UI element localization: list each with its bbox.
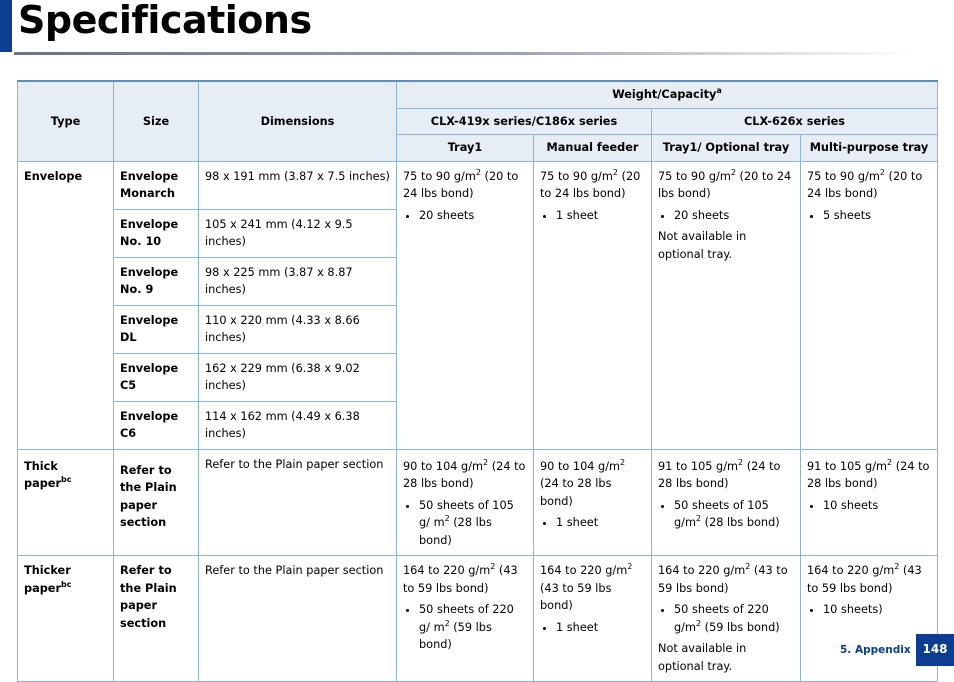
weight-bond: (20 to 24 lbs bond) xyxy=(658,169,792,200)
superscript: 2 xyxy=(483,457,489,467)
bullet-text: (28 lbs bond) xyxy=(419,516,492,547)
size-name: Envelope No. 10 xyxy=(114,209,199,257)
superscript: 2 xyxy=(444,618,450,628)
thick-mp-capacity xyxy=(801,449,938,556)
thicker-tray1-capacity xyxy=(397,556,534,682)
dimensions-reference: Refer to the Plain paper section xyxy=(199,449,397,556)
superscript: 2 xyxy=(887,457,893,467)
superscript: 2 xyxy=(894,562,900,572)
header-size: Size xyxy=(114,81,199,161)
dimensions-reference: Refer to the Plain paper section xyxy=(199,556,397,682)
capacity-bullet: • 1 sheet xyxy=(556,619,645,637)
superscript: 2 xyxy=(627,562,633,572)
table-row xyxy=(18,449,938,556)
type-label: Thick paper xyxy=(24,459,62,490)
capacity-bullet: • 5 sheets xyxy=(823,207,931,225)
superscript: 2 xyxy=(620,457,626,467)
size-reference: Refer to the Plain paper section xyxy=(114,449,199,556)
type-thicker-paper xyxy=(18,556,114,682)
capacity-bullet: • 20 sheets xyxy=(419,207,527,225)
header-dimensions: Dimensions xyxy=(199,81,397,161)
bullet-text: (59 lbs bond) xyxy=(419,620,492,651)
weight-bond: (24 to 28 lbs bond) xyxy=(540,477,612,508)
bullet-text: 50 sheets of 105 g/m xyxy=(674,498,769,529)
weight-range: 164 to 220 g/m xyxy=(403,564,491,577)
header-series-clx626x: CLX-626x series xyxy=(652,108,938,135)
bullet-text: (59 lbs bond) xyxy=(701,620,780,634)
size-dimensions: 162 x 229 mm (6.38 x 9.02 inches) xyxy=(199,353,397,401)
thicker-manual-capacity xyxy=(534,556,652,682)
thick-tray1-capacity xyxy=(397,449,534,556)
size-name: Envelope C6 xyxy=(114,401,199,449)
footnote-bc: bc xyxy=(61,475,72,485)
title-divider xyxy=(14,52,914,55)
footer-section-label: 5. Appendix xyxy=(840,644,911,656)
capacity-bullet xyxy=(419,497,527,550)
size-dimensions: 98 x 225 mm (3.87 x 8.87 inches) xyxy=(199,257,397,305)
capacity-bullet: • 10 sheets) xyxy=(823,601,931,619)
capacity-bullet: • 1 sheet xyxy=(556,514,645,532)
weight-bond: (24 to 28 lbs bond) xyxy=(658,459,781,490)
weight-range: 91 to 105 g/m xyxy=(807,459,888,473)
thick-manual-capacity xyxy=(534,449,652,556)
weight-range: 90 to 104 g/m xyxy=(540,459,621,473)
weight-bond: (24 to 28 lbs bond) xyxy=(403,459,526,490)
page-title: Specifications xyxy=(18,0,312,42)
superscript: 2 xyxy=(879,167,885,177)
table-row xyxy=(18,556,938,682)
envelope-manual-capacity xyxy=(534,161,652,449)
header-multipurpose-tray: Multi-purpose tray xyxy=(801,135,938,162)
envelope-tray1-capacity xyxy=(397,161,534,449)
header-weight-capacity xyxy=(397,81,938,108)
envelope-optional-capacity xyxy=(652,161,801,449)
superscript: 2 xyxy=(695,514,702,524)
size-name: Envelope C5 xyxy=(114,353,199,401)
bullet-text: 50 sheets of 105 g/ m xyxy=(419,498,514,529)
table-row xyxy=(18,161,938,209)
weight-range: 91 to 105 g/m xyxy=(658,459,739,473)
footnote-bc: bc xyxy=(61,579,72,589)
bullet-text: (28 lbs bond) xyxy=(701,516,780,529)
superscript: 2 xyxy=(745,562,751,572)
superscript: 2 xyxy=(612,167,618,177)
weight-range: 164 to 220 g/m xyxy=(807,564,895,577)
superscript: 2 xyxy=(730,167,736,177)
thicker-optional-capacity xyxy=(652,556,801,682)
superscript: 2 xyxy=(695,618,702,628)
capacity-bullet xyxy=(419,601,527,654)
capacity-bullet: • 20 sheets xyxy=(674,207,794,225)
size-name: Envelope Monarch xyxy=(114,161,199,209)
weight-bond: (43 to 59 lbs bond) xyxy=(403,564,518,595)
weight-bond: (20 to 24 lbs bond) xyxy=(403,169,519,200)
type-label: Thicker paper xyxy=(24,564,71,595)
weight-range: 164 to 220 g/m xyxy=(658,564,746,577)
title-accent-bar xyxy=(0,0,12,52)
weight-bond: (43 to 59 lbs bond) xyxy=(658,564,788,595)
weight-bond: (43 to 59 lbs bond) xyxy=(807,564,922,595)
header-tray1-optional: Tray1/ Optional tray xyxy=(652,135,801,162)
header-manual-feeder: Manual feeder xyxy=(534,135,652,162)
size-name: Envelope DL xyxy=(114,305,199,353)
page-number: 148 xyxy=(916,634,954,666)
weight-bond: (24 to 28 lbs bond) xyxy=(807,459,930,490)
weight-range: 164 to 220 g/m xyxy=(540,564,628,577)
type-envelope: Envelope xyxy=(18,161,114,449)
type-thick-paper xyxy=(18,449,114,556)
size-dimensions: 98 x 191 mm (3.87 x 7.5 inches) xyxy=(199,161,397,209)
envelope-mp-capacity xyxy=(801,161,938,449)
capacity-bullet: • 1 sheet xyxy=(556,207,645,225)
weight-bond: (43 to 59 lbs bond) xyxy=(540,581,612,612)
superscript: 2 xyxy=(444,514,450,524)
thick-optional-capacity xyxy=(652,449,801,556)
weight-range: 90 to 104 g/m xyxy=(403,459,484,473)
superscript: 2 xyxy=(490,562,496,572)
size-reference: Refer to the Plain paper section xyxy=(114,556,199,682)
weight-range: 75 to 90 g/m xyxy=(807,169,880,183)
header-type: Type xyxy=(18,81,114,161)
weight-bond: (20 to 24 lbs bond) xyxy=(540,169,641,200)
size-dimensions: 114 x 162 mm (4.49 x 6.38 inches) xyxy=(199,401,397,449)
header-weight-label: Weight/Capacity xyxy=(612,88,717,101)
weight-range: 75 to 90 g/m xyxy=(540,169,613,183)
specifications-table xyxy=(17,80,938,682)
header-series-clx419x: CLX-419x series/C186x series xyxy=(397,108,652,135)
availability-note: Not available in optional tray. xyxy=(658,642,747,673)
capacity-bullet xyxy=(674,497,794,532)
superscript: 2 xyxy=(475,167,481,177)
size-dimensions: 105 x 241 mm (4.12 x 9.5 inches) xyxy=(199,209,397,257)
capacity-bullet: • 10 sheets xyxy=(823,497,931,515)
bullet-text: 50 sheets of 220 g/ m xyxy=(419,603,514,634)
size-name: Envelope No. 9 xyxy=(114,257,199,305)
size-dimensions: 110 x 220 mm (4.33 x 8.66 inches) xyxy=(199,305,397,353)
capacity-bullet xyxy=(674,601,794,636)
footnote-a: a xyxy=(716,86,722,96)
weight-range: 75 to 90 g/m xyxy=(658,169,731,183)
availability-note: Not available in optional tray. xyxy=(658,230,747,261)
weight-bond: (20 to 24 lbs bond) xyxy=(807,169,923,200)
weight-range: 75 to 90 g/m xyxy=(403,169,476,183)
bullet-text: 50 sheets of 220 g/m xyxy=(674,603,769,634)
header-tray1: Tray1 xyxy=(397,135,534,162)
superscript: 2 xyxy=(738,457,744,467)
